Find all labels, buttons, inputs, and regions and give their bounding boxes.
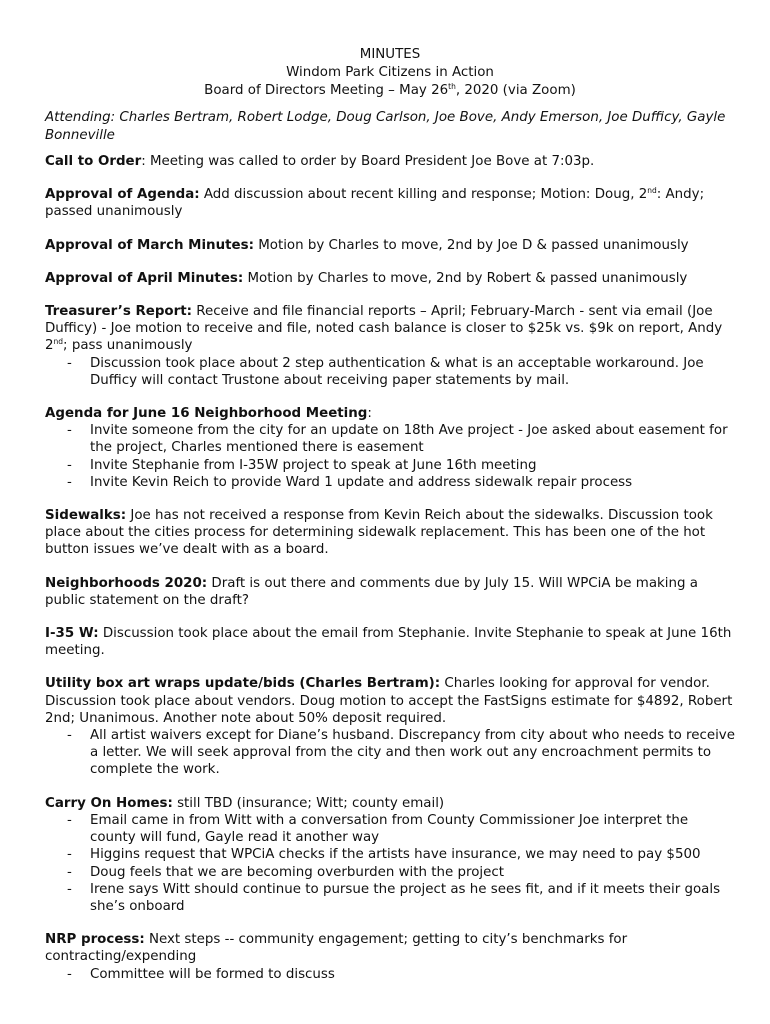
document-title: MINUTES — [359, 47, 421, 62]
section-approval-april — [45, 270, 735, 287]
section-text: : — [367, 406, 372, 422]
section-text: Receive and file financial reports – April; February-March - sent via email (Joe Dufficy) - Joe motion to receive and file, noted cash balance is closer to $25k vs. $9k on report, Andy 2 — [45, 304, 723, 354]
section-treasurer-report — [45, 303, 735, 389]
list-item: - Email came in from Witt with a conversation from County Commissioner Joe interpret the county will fund, Gayle read it another way — [45, 812, 735, 846]
section-sidewalks — [45, 507, 735, 559]
section-text: Motion by Charles to move, 2nd by Robert & passed unanimously — [243, 270, 688, 286]
ordinal-sup: nd — [647, 186, 657, 196]
section-text: Charles looking for approval for vendor. Discussion took place about vendors. Doug motion to accept the FastSigns estimate for $4892, Robert 2nd; Unanimous. Another note about 50% deposit required. — [45, 676, 733, 726]
treasurer-bullets — [45, 355, 735, 389]
list-item: - Invite Stephanie from I-35W project to speak at June 16th meeting — [45, 457, 735, 474]
section-text: Draft is out there and comments due by July 15. Will WPCiA be making a public statement on the draft? — [45, 575, 698, 608]
document-header — [45, 46, 735, 100]
section-text: : Meeting was called to order by Board President Joe Bove at 7:03p. — [141, 154, 595, 169]
section-label: Approval of April Minutes: — [45, 270, 244, 286]
section-carry-on-homes — [45, 795, 735, 915]
list-item: - Invite someone from the city for an update on 18th Ave project - Joe asked about easement for the project, Charles mentioned there is easement — [45, 422, 735, 456]
section-label: Sidewalks: — [45, 508, 127, 524]
list-item: - All artist waivers except for Diane’s husband. Discrepancy from city about who needs to receive a letter. We will seek approval from the city and then work out any encroachment permits to complete the work. — [45, 727, 735, 779]
list-item: - Invite Kevin Reich to provide Ward 1 update and address sidewalk repair process — [45, 474, 735, 491]
section-text: Next steps -- community engagement; getting to city’s benchmarks for contracting/expending — [45, 932, 628, 965]
list-item: - Doug feels that we are becoming overburden with the project — [45, 864, 735, 881]
section-text-tail: : Andy; passed unanimously — [45, 187, 705, 220]
section-label: Call to Order — [45, 154, 142, 169]
section-agenda-june — [45, 405, 735, 491]
meeting-line — [45, 82, 735, 100]
section-nrp-process — [45, 931, 735, 983]
section-label: Carry On Homes: — [45, 795, 173, 811]
section-approval-agenda — [45, 186, 735, 220]
minutes-document — [45, 46, 735, 983]
organization-name: Windom Park Citizens in Action — [286, 65, 494, 80]
section-text: still TBD (insurance; Witt; county email) — [172, 795, 445, 811]
meeting-line-tail: , 2020 (via Zoom) — [455, 83, 576, 98]
carry-on-homes-bullets — [45, 812, 735, 915]
section-label: Treasurer’s Report: — [45, 304, 192, 320]
meeting-line-sup: th — [448, 82, 456, 91]
ordinal-sup: nd — [53, 337, 64, 347]
section-label: Approval of Agenda: — [45, 187, 200, 203]
section-text: Motion by Charles to move, 2nd by Joe D & passed unanimously — [253, 237, 689, 253]
section-label: Agenda for June 16 Neighborhood Meeting — [45, 406, 368, 422]
nrp-bullets — [45, 966, 735, 983]
attendees: Attending: Charles Bertram, Robert Lodge, Doug Carlson, Joe Bove, Andy Emerson, Joe Dufficy, Gayle Bonneville — [45, 110, 726, 143]
section-utility-box — [45, 675, 735, 778]
section-label: Approval of March Minutes: — [45, 237, 254, 253]
section-text: Joe has not received a response from Kevin Reich about the sidewalks. Discussion took place about the cities process for determining sidewalk replacement. This has been one of the hot button issues we’ve dealt with as a board. — [45, 508, 713, 558]
meeting-line-main: Board of Directors Meeting – May 26 — [204, 83, 449, 98]
section-neighborhoods-2020 — [45, 575, 735, 609]
section-text: Discussion took place about the email from Stephanie. Invite Stephanie to speak at June 16th meeting. — [45, 626, 732, 659]
section-label: Utility box art wraps update/bids (Charles Bertram): — [45, 676, 441, 692]
section-label: NRP process: — [45, 932, 145, 948]
section-text: Add discussion about recent killing and response; Motion: Doug, 2 — [199, 187, 648, 203]
list-item: - Irene says Witt should continue to pursue the project as he sees fit, and if it meets their goals she’s onboard — [45, 881, 735, 915]
section-label: I-35 W: — [45, 626, 99, 642]
list-item: - Discussion took place about 2 step authentication & what is an acceptable workaround. Joe Dufficy will contact Trustone about receiving paper statements by mail. — [45, 355, 735, 389]
section-label: Neighborhoods 2020: — [45, 575, 208, 591]
agenda-june-bullets — [45, 422, 735, 491]
section-call-to-order — [45, 153, 735, 170]
section-i35w — [45, 625, 735, 659]
utility-box-bullets — [45, 727, 735, 779]
list-item: - Committee will be formed to discuss — [45, 966, 735, 983]
list-item: - Higgins request that WPCiA checks if the artists have insurance, we may need to pay $500 — [45, 846, 735, 863]
section-approval-march — [45, 237, 735, 254]
section-text-tail: ; pass unanimously — [63, 338, 193, 354]
